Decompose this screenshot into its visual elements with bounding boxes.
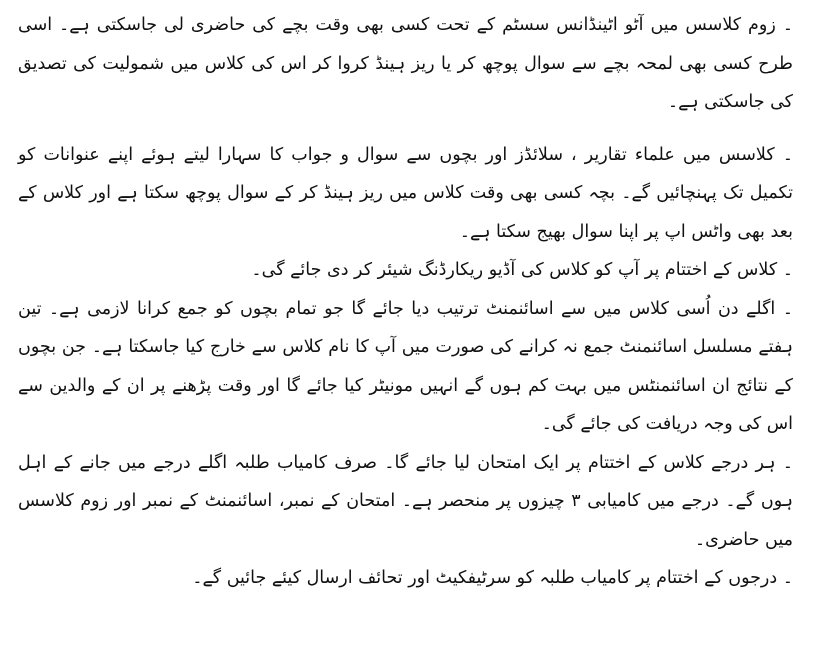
- paragraph-certificate: ۔ درجوں کے اختتام پر کامیاب طلبہ کو سرٹیفکیٹ اور تحائف ارسال کیئے جائیں گے۔: [192, 568, 793, 588]
- paragraph-exam: ۔ ہر درجے کلاس کے اختتام پر ایک امتحان لیا جائے گا۔ صرف کامیاب طلبہ اگلے درجے میں جانے کے اہل ہوں گے۔ درجے میں کامیابی ۳ چیزوں پر منحصر ہے۔ امتحان کے نمبر، اسائنمنٹ کے نمبر اور زوم کلاسس میں حاضری۔: [18, 452, 793, 550]
- paragraph-gap: [18, 122, 793, 136]
- paragraph-assignment: ۔ اگلے دن اُسی کلاس میں سے اسائنمنٹ ترتیب دیا جائے گا جو تمام بچوں کو جمع کرانا لازمی ہے۔ تین ہفتے مسلسل اسائنمنٹ جمع نہ کرانے کی صورت میں آپ کا نام کلاس سے خارج کیا جاسکتا ہے۔ جن بچوں کے نتائج ان اسائنمنٹس میں بہت کم ہوں گے انہیں مونیٹر کیا جائے گا اور وقت پڑھنے پر ان کے والدین سے اس کی وجہ دریافت کی جائے گی۔: [18, 298, 793, 434]
- paragraph-class-method: ۔ کلاسس میں علماء تقاریر ، سلائڈز اور بچوں سے سوال و جواب کا سہارا لیتے ہوئے اپنے عنوانات کو تکمیل تک پہنچائیں گے۔ بچہ کسی بھی وقت کلاس میں ریز ہینڈ کر کے سوال پوچھ سکتا ہے اور کلاس کے بعد بھی واٹس اپ پر اپنا سوال بھیج سکتا ہے۔: [18, 144, 793, 242]
- document-page: [18, 6, 793, 598]
- paragraph-attendance: ۔ زوم کلاسس میں آٹو اٹینڈانس سسٹم کے تحت کسی بھی وقت بچے کی حاضری لی جاسکتی ہے۔ اسی طرح کسی بھی لمحہ بچے سے سوال پوچھ کر یا ریز ہینڈ کروا کر اس کی کلاس میں شمولیت کی تصدیق کی جاسکتی ہے۔: [18, 15, 793, 112]
- paragraph-audio-recording: ۔ کلاس کے اختتام پر آپ کو کلاس کی آڈیو ریکارڈنگ شیئر کر دی جائے گی۔: [251, 260, 793, 280]
